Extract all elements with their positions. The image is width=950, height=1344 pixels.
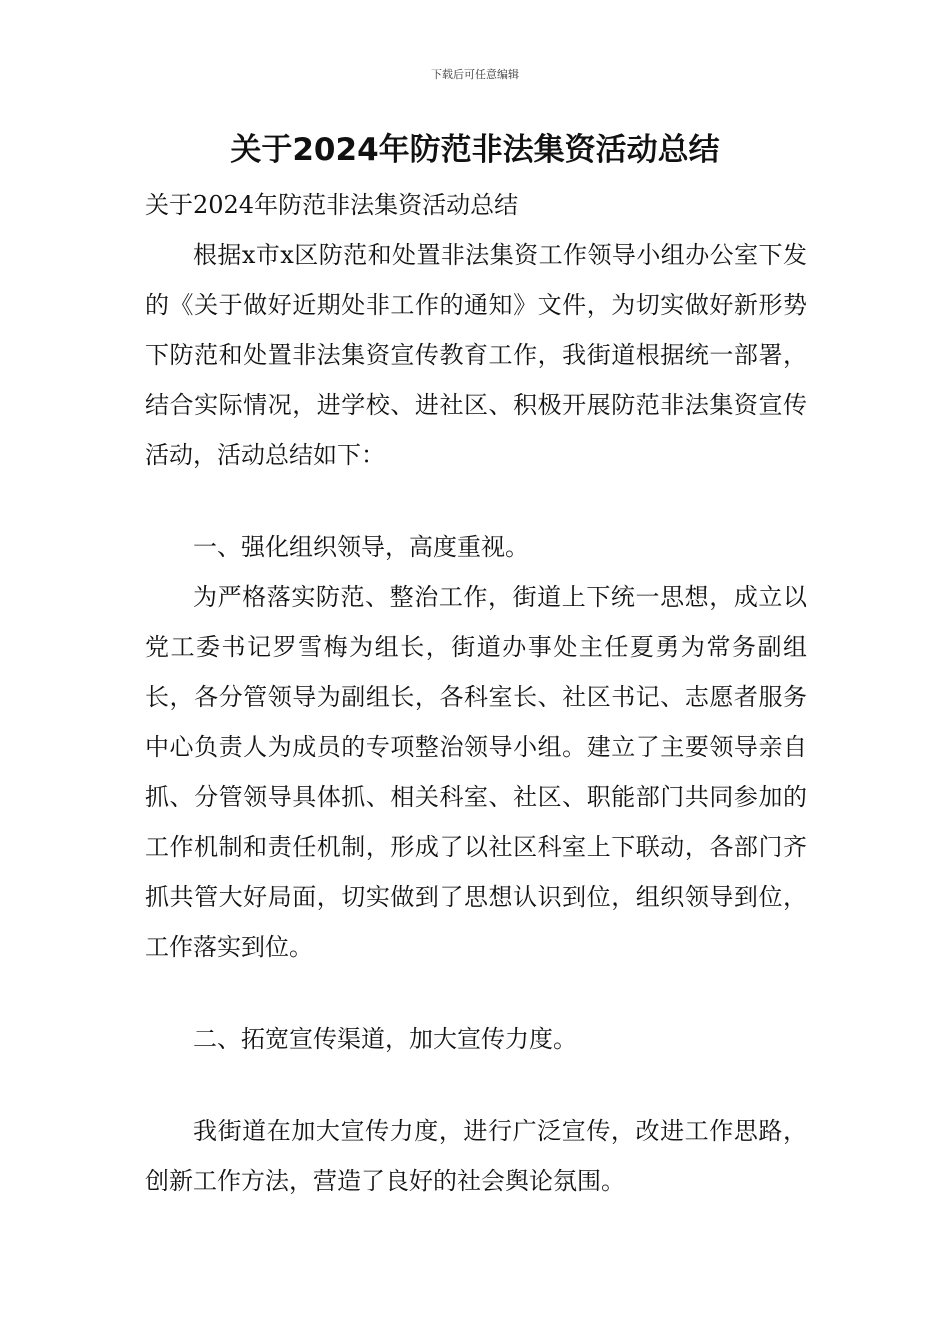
section-heading-1: 一、强化组织领导，高度重视。 <box>193 533 529 561</box>
document-body <box>145 180 807 1206</box>
document-subtitle: 关于2024年防范非法集资活动总结 <box>145 191 519 219</box>
paragraph-section-2: 我街道在加大宣传力度，进行广泛宣传，改进工作思路，创新工作方法，营造了良好的社会舆论氛围。 <box>145 1117 807 1195</box>
spacer <box>145 1064 807 1106</box>
paragraph-intro: 根据x市x区防范和处置非法集资工作领导小组办公室下发的《关于做好近期处非工作的通知》文件，为切实做好新形势下防范和处置非法集资宣传教育工作，我街道根据统一部署，结合实际情况，进学校、进社区、积极开展防范非法集资宣传活动，活动总结如下： <box>145 241 807 469</box>
paragraph-section-1: 为严格落实防范、整治工作，街道上下统一思想，成立以党工委书记罗雪梅为组长，街道办事处主任夏勇为常务副组长，各分管领导为副组长，各科室长、社区书记、志愿者服务中心负责人为成员的专项整治领导小组。建立了主要领导亲自抓、分管领导具体抓、相关科室、社区、职能部门共同参加的工作机制和责任机制，形成了以社区科室上下联动，各部门齐抓共管大好局面，切实做到了思想认识到位，组织领导到位，工作落实到位。 <box>145 583 807 961</box>
spacer <box>145 972 807 1014</box>
header-note: 下载后可任意编辑 <box>431 68 519 81</box>
section-heading-2: 二、拓宽宣传渠道，加大宣传力度。 <box>193 1025 577 1053</box>
spacer <box>145 480 807 522</box>
document-title: 关于2024年防范非法集资活动总结 <box>230 132 720 168</box>
